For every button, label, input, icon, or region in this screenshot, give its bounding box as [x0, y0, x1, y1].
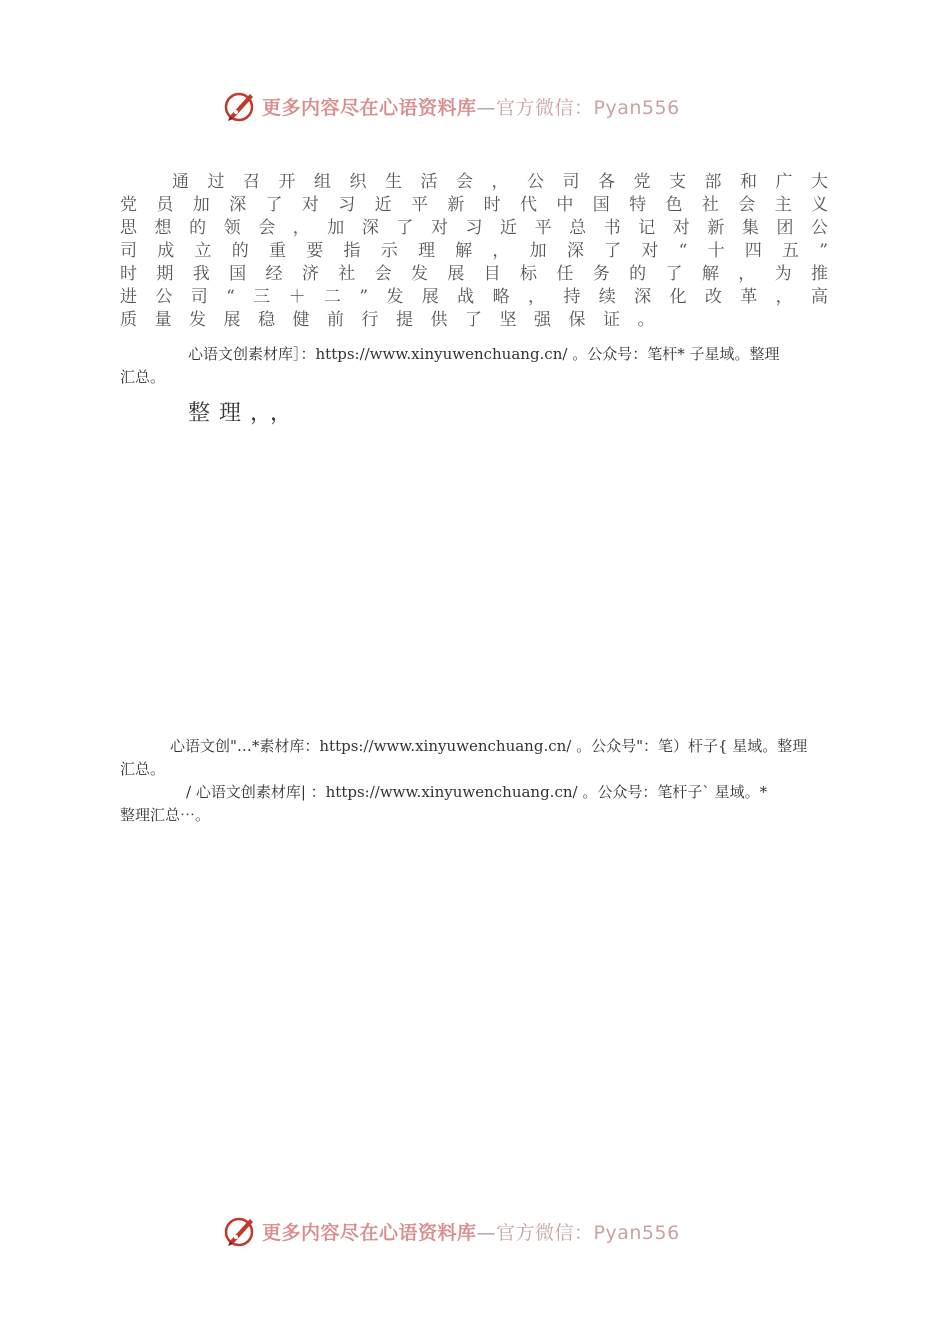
- source-note-line: 汇总。: [120, 368, 166, 386]
- paragraph-line: 通过召开组织生活会，公司各党支部和广大: [172, 172, 828, 192]
- paragraph-line: 进公司“三＋二”发展战略，持续深化改革，高: [120, 287, 828, 307]
- source-note-line: 心语文创素材库］：https://www.xinyuwenchuang.cn/ 。公众号：笔杆* 子星域。整理: [188, 345, 780, 363]
- source-note: [120, 343, 825, 389]
- watermark-banner-top: [222, 86, 712, 126]
- source-note: [120, 781, 825, 827]
- source-note-line: 心语文创"…*素材库：https://www.xinyuwenchuang.cn/ 。公众号"：笔）杆子{ 星域。整理: [170, 737, 808, 755]
- source-note: [120, 735, 825, 781]
- banner-title: 更多内容尽在心语资料库: [262, 96, 477, 119]
- paragraph-line: 时期我国经济社会发展目标任务的了解，为推: [120, 264, 828, 284]
- paragraph-line: 思想的领会，加深了对习近平总书记对新集团公: [120, 218, 828, 238]
- pen-logo-icon: [222, 1213, 258, 1249]
- banner-contact: 官方微信：Pyan556: [496, 96, 680, 119]
- watermark-banner-bottom: [222, 1211, 712, 1251]
- paragraph-line: 党员加深了对习近平新时代中国特色社会主义: [120, 195, 828, 215]
- banner-dash: —: [476, 1221, 497, 1244]
- fragment-heading: 整理，，: [188, 401, 302, 426]
- banner-contact: 官方微信：Pyan556: [496, 1221, 680, 1244]
- banner-dash: —: [476, 96, 497, 119]
- source-note-line: 整理汇总⋯。: [120, 806, 211, 824]
- pen-logo-icon: [222, 88, 258, 124]
- body-paragraph: [120, 171, 828, 332]
- paragraph-line: 质量发展稳健前行提供了坚强保证。: [120, 310, 672, 330]
- source-note-line: 汇总。: [120, 760, 166, 778]
- source-note-line: / 心语文创素材库| ：https://www.xinyuwenchuang.cn/ 。公众号：笔杆子` 星域。*: [186, 783, 768, 801]
- paragraph-line: 司成立的重要指示理解，加深了对“十四五”: [120, 241, 828, 261]
- banner-title: 更多内容尽在心语资料库: [262, 1221, 477, 1244]
